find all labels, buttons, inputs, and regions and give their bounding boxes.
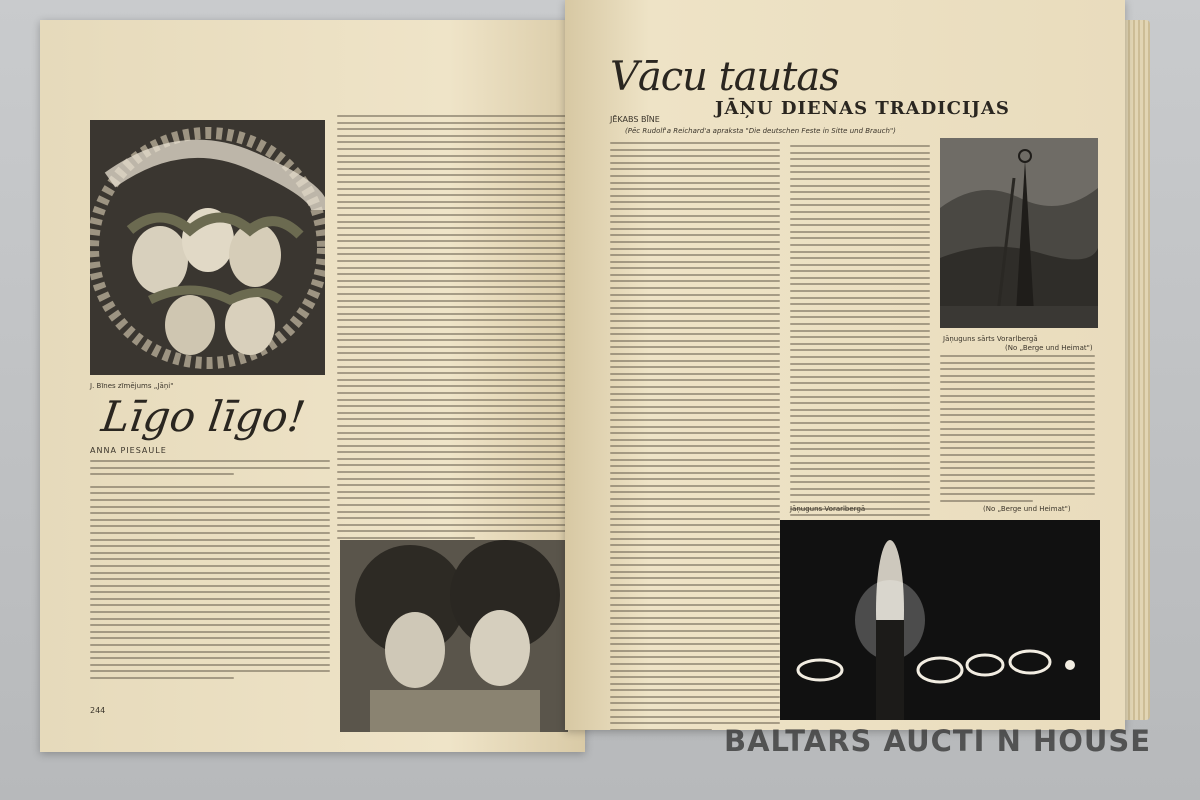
- illustration-photo: [90, 120, 325, 375]
- left-column-bottom-text: [90, 460, 330, 684]
- poem-author: ANNA PIESAULE: [90, 446, 167, 455]
- poem-title: Līgo līgo!: [98, 392, 309, 441]
- watermark-text: BALTARS AUCTI N HOUSE: [724, 724, 1152, 758]
- page-number: 244: [90, 706, 106, 715]
- night-caption-credit: (No „Berge und Heimat"): [983, 505, 1071, 513]
- bonfire-photo: [780, 520, 1100, 720]
- byline: JĒKABS BĪNE: [610, 115, 660, 124]
- night-caption: Jāņuguns Vorarlbergā: [790, 505, 866, 513]
- girls-photo: [340, 540, 568, 732]
- auction-watermark: [724, 724, 1151, 758]
- right-column-1-text: [610, 142, 780, 730]
- right-page: [565, 0, 1125, 730]
- article-title: JĀŅU DIENAS TRADICIJAS: [715, 98, 1010, 119]
- masthead: Vācu tautas: [610, 54, 839, 100]
- article-subtitle: (Pēc Rudolf'a Reichard'a apraksta "Die deutschen Feste in Sitte und Brauch"): [625, 127, 896, 135]
- tower-caption-credit: (No „Berge und Heimat"): [1005, 344, 1093, 352]
- left-page: [40, 20, 585, 752]
- tower-caption: Jāņuguns sārts Vorarlbergā: [943, 335, 1038, 343]
- illustration-caption: J. Bīnes zīmējums „Jāņi": [90, 382, 174, 390]
- left-column-top-text: [337, 115, 567, 544]
- tower-photo: [940, 138, 1098, 328]
- right-column-3-text: [940, 355, 1095, 507]
